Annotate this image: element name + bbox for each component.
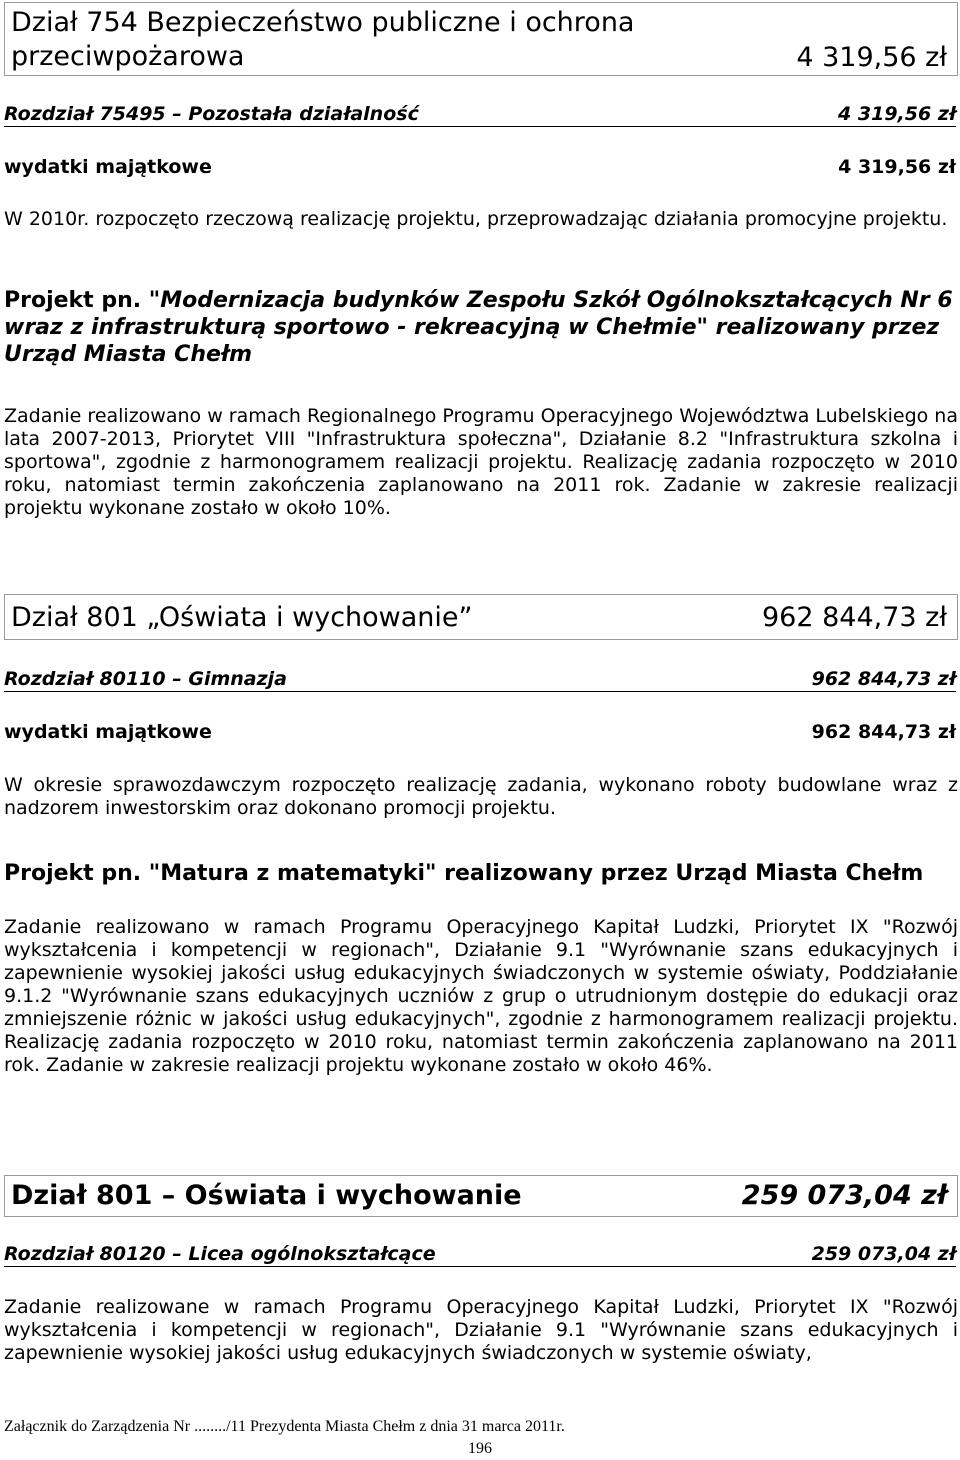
rozdzial-amount: 962 844,73 zł <box>811 668 956 690</box>
dzial-801-header-2 <box>4 1175 958 1217</box>
wydatki-amount: 4 319,56 zł <box>838 156 956 178</box>
project-heading <box>4 287 958 368</box>
project-title: "Matura z matematyki" realizowany przez Urząd Miasta Chełm <box>148 861 924 886</box>
dzial-amount: 962 844,73 zł <box>761 602 947 633</box>
dzial-801-header <box>4 594 958 640</box>
section-paragraph: W 2010r. rozpoczęto rzeczową realizację projektu, przeprowadzając działania promocyjne projektu. <box>4 208 948 230</box>
project-title: "Modernizacja budynków Zespołu Szkół Ogólnokształcących Nr 6 wraz z infrastrukturą sportowo - rekreacyjną w Chełmie" realizowany przez Urząd Miasta Chełm <box>4 288 953 367</box>
wydatki-label: wydatki majątkowe <box>4 156 212 178</box>
rozdzial-label: Rozdział 80120 – Licea ogólnokształcące <box>4 1243 436 1265</box>
page-number: 196 <box>468 1440 492 1457</box>
rozdzial-amount: 259 073,04 zł <box>811 1243 956 1265</box>
dzial-754-header <box>4 2 958 76</box>
rozdzial-label: Rozdział 80110 – Gimnazja <box>4 668 288 690</box>
project-description: Zadanie realizowane w ramach Programu Operacyjnego Kapitał Ludzki, Priorytet IX "Rozwój wykształcenia i kompetencji w regionach", Działanie 9.1 "Wyrównanie szans edukacyjnych i zapewnienie wysokiej jakości usług edukacyjnych świadczonych w systemie oświaty, <box>4 1296 958 1364</box>
project-prefix: Projekt pn. <box>4 288 142 313</box>
footer-note: Załącznik do Zarządzenia Nr ......../11 Prezydenta Miasta Chełm z dnia 31 marca 2011r. <box>4 1418 565 1435</box>
wydatki-row <box>4 720 956 744</box>
rozdzial-label: Rozdział 75495 – Pozostała działalność <box>4 103 419 125</box>
dzial-amount: 259 073,04 zł <box>741 1180 947 1211</box>
section-paragraph: W okresie sprawozdawczym rozpoczęto realizację zadania, wykonano roboty budowlane wraz z nadzorem inwestorskim oraz dokonano promocji projektu. <box>4 774 958 819</box>
rozdzial-row <box>4 1242 956 1267</box>
wydatki-amount: 962 844,73 zł <box>811 721 956 743</box>
rozdzial-amount: 4 319,56 zł <box>838 103 956 125</box>
dzial-title: Dział 754 Bezpieczeństwo publiczne i ochrona przeciwpożarowa <box>11 7 635 72</box>
wydatki-row <box>4 155 956 179</box>
rozdzial-row <box>4 102 956 127</box>
project-description: Zadanie realizowano w ramach Regionalnego Programu Operacyjnego Województwa Lubelskiego na lata 2007-2013, Priorytet VIII "Infrastruktura społeczna", Działanie 8.2 "Infrastruktura szkolna i sportowa", zgodnie z harmonogramem realizacji projektu. Realizację zadania rozpoczęto w 2010 roku, natomiast termin zakończenia zaplanowano na 2011 rok. Zadanie w zakresie realizacji projektu wykonane zostało w około 10%. <box>4 405 958 519</box>
project-prefix: Projekt pn. <box>4 861 142 886</box>
rozdzial-row <box>4 667 956 692</box>
project-description: Zadanie realizowano w ramach Programu Operacyjnego Kapitał Ludzki, Priorytet IX "Rozwój wykształcenia i kompetencji w regionach", Działanie 9.1 "Wyrównanie szans edukacyjnych i zapewnienie wysokiej jakości usług edukacyjnych świadczonych w systemie oświaty, Poddziałanie 9.1.2 "Wyrównanie szans edukacyjnych uczniów z grup o utrudnionym dostępie do edukacji oraz zmniejszenie różnic w jakości usług edukacyjnych", zgodnie z harmonogramem realizacji projektu. Realizację zadania rozpoczęto w 2010 roku, natomiast termin zakończenia zaplanowano na 2011 rok. Zadanie w zakresie realizacji projektu wykonane zostało w około 46%. <box>4 916 958 1076</box>
dzial-amount: 4 319,56 zł <box>796 42 947 73</box>
dzial-title: Dział 801 „Oświata i wychowanie” <box>11 602 473 633</box>
project-heading <box>4 860 958 887</box>
wydatki-label: wydatki majątkowe <box>4 721 212 743</box>
dzial-title: Dział 801 – Oświata i wychowanie <box>11 1180 522 1211</box>
